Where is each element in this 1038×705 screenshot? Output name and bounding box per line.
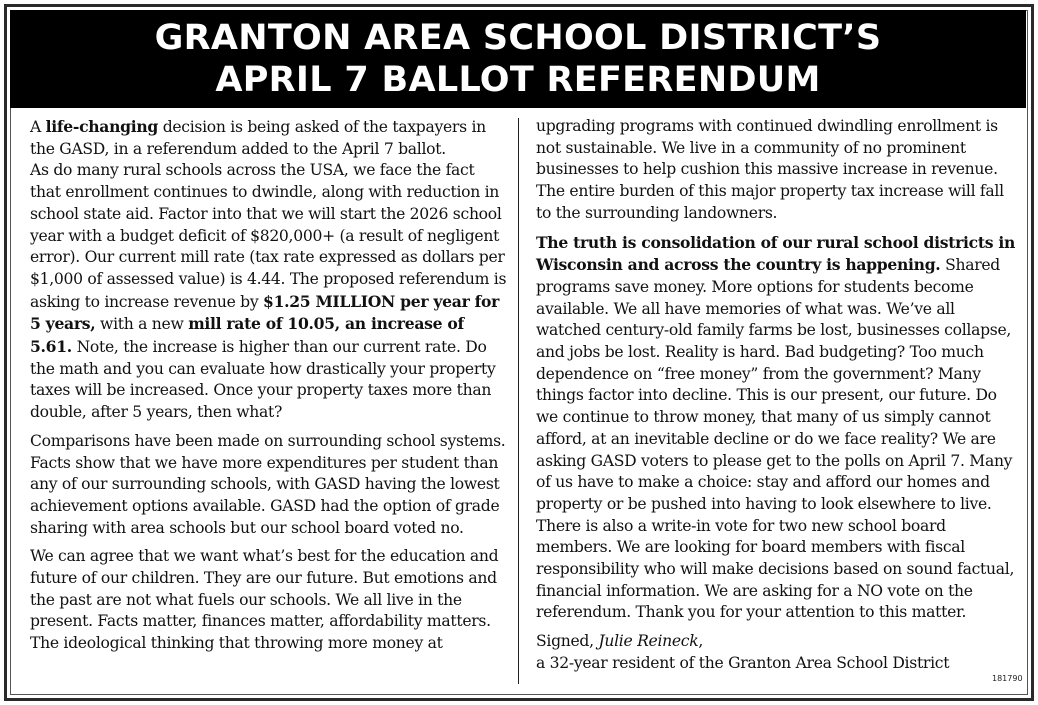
left-paragraph-3: We can agree that we want what’s best for the education and future of our children. They are our future. But emotions and the past are not what fuels our schools. We all live in the present. Facts matter, finances matter, affordability matters. The ideological thinking that throwing more money at: [30, 547, 499, 653]
signer-description: a 32-year resident of the Granton Area School District: [536, 653, 950, 672]
headline-line-2: APRIL 7 BALLOT REFERENDUM: [215, 60, 821, 100]
right-column: [536, 116, 1020, 675]
right-paragraph-1: upgrading programs with continued dwindling enrollment is not sustainable. We live in a community of no prominent businesses to help cushion this massive increase in revenue. The entire burden of this major property tax increase will fall to the surrounding landowners.: [536, 117, 1004, 222]
left-paragraph-2: Comparisons have been made on surrounding school systems. Facts show that we have more expenditures per student than any of our surrounding schools, with GASD having the lowest achievement options available. GASD had the option of grade sharing with area schools but our school board voted no.: [30, 431, 506, 537]
text-run: ,: [698, 632, 704, 651]
text-run: with a new: [95, 315, 189, 334]
text-run: As do many rural schools across the USA, we face the fact that enrollment continues to dwindle, along with reduction in school state aid. Factor into that we will start the 2026 school year with a budget deficit of $820,000+ (a result of negligent error). Our current mill rate (tax rate expressed as dollars per $1,000 of assessed value) is 4.44. The proposed referendum is asking to increase revenue by: [30, 161, 507, 311]
left-paragraph-1: [30, 116, 508, 424]
left-column: [30, 116, 508, 655]
signature-block: [536, 631, 1020, 674]
text-run: decision is being asked of the taxpayers in the GASD, in a referendum added to the April 7 ballot.: [30, 118, 486, 158]
text-run: Shared programs save money. More options for students become available. We all have memories of what was. We’ve all watched century-old family farms be lost, businesses collapse, and jobs be lost. Reality is hard. Bad budgeting? Too much dependence on “free money” from the government? Many things factor into decline. This is our present, our future. Do we continue to throw money, that many of us simply cannot afford, at an inevitable decline or do we face reality? We are asking GASD voters to please get to the polls on April 7. Many of us have to make a choice: stay and afford our homes and property or be pushed into having to look elsewhere to live. There is also a write-in vote for two new school board members. We are looking for board members with fiscal responsibility who will make decisions based on sound factual, financial information. We are asking for a NO vote on the referendum. Thank you for your attention to this matter.: [536, 256, 1015, 622]
right-paragraph-2: [536, 232, 1020, 625]
headline-banner: [10, 10, 1026, 108]
text-run: Note, the increase is higher than our current rate. Do the math and you can evaluate how drastically your property taxes will be increased. Once your property taxes more than double, after 5 years, then what?: [30, 338, 496, 422]
bold-phrase: $1.25 MILLION per year for 5 years,: [30, 291, 500, 334]
bold-phrase: life-changing: [45, 117, 159, 136]
signed-label: Signed,: [536, 632, 599, 651]
headline-line-1: GRANTON AREA SCHOOL DISTRICT’S: [154, 18, 882, 58]
bold-phrase: mill rate of 10.05, an increase of 5.61.: [30, 314, 464, 357]
bold-phrase: The truth is consolidation of our rural school districts in Wisconsin and across the country is happening.: [536, 232, 1016, 275]
text-run: A: [30, 118, 46, 136]
ad-number: 181790: [992, 674, 1023, 683]
column-divider: [518, 118, 519, 684]
signer-name: Julie Reineck: [598, 632, 699, 651]
